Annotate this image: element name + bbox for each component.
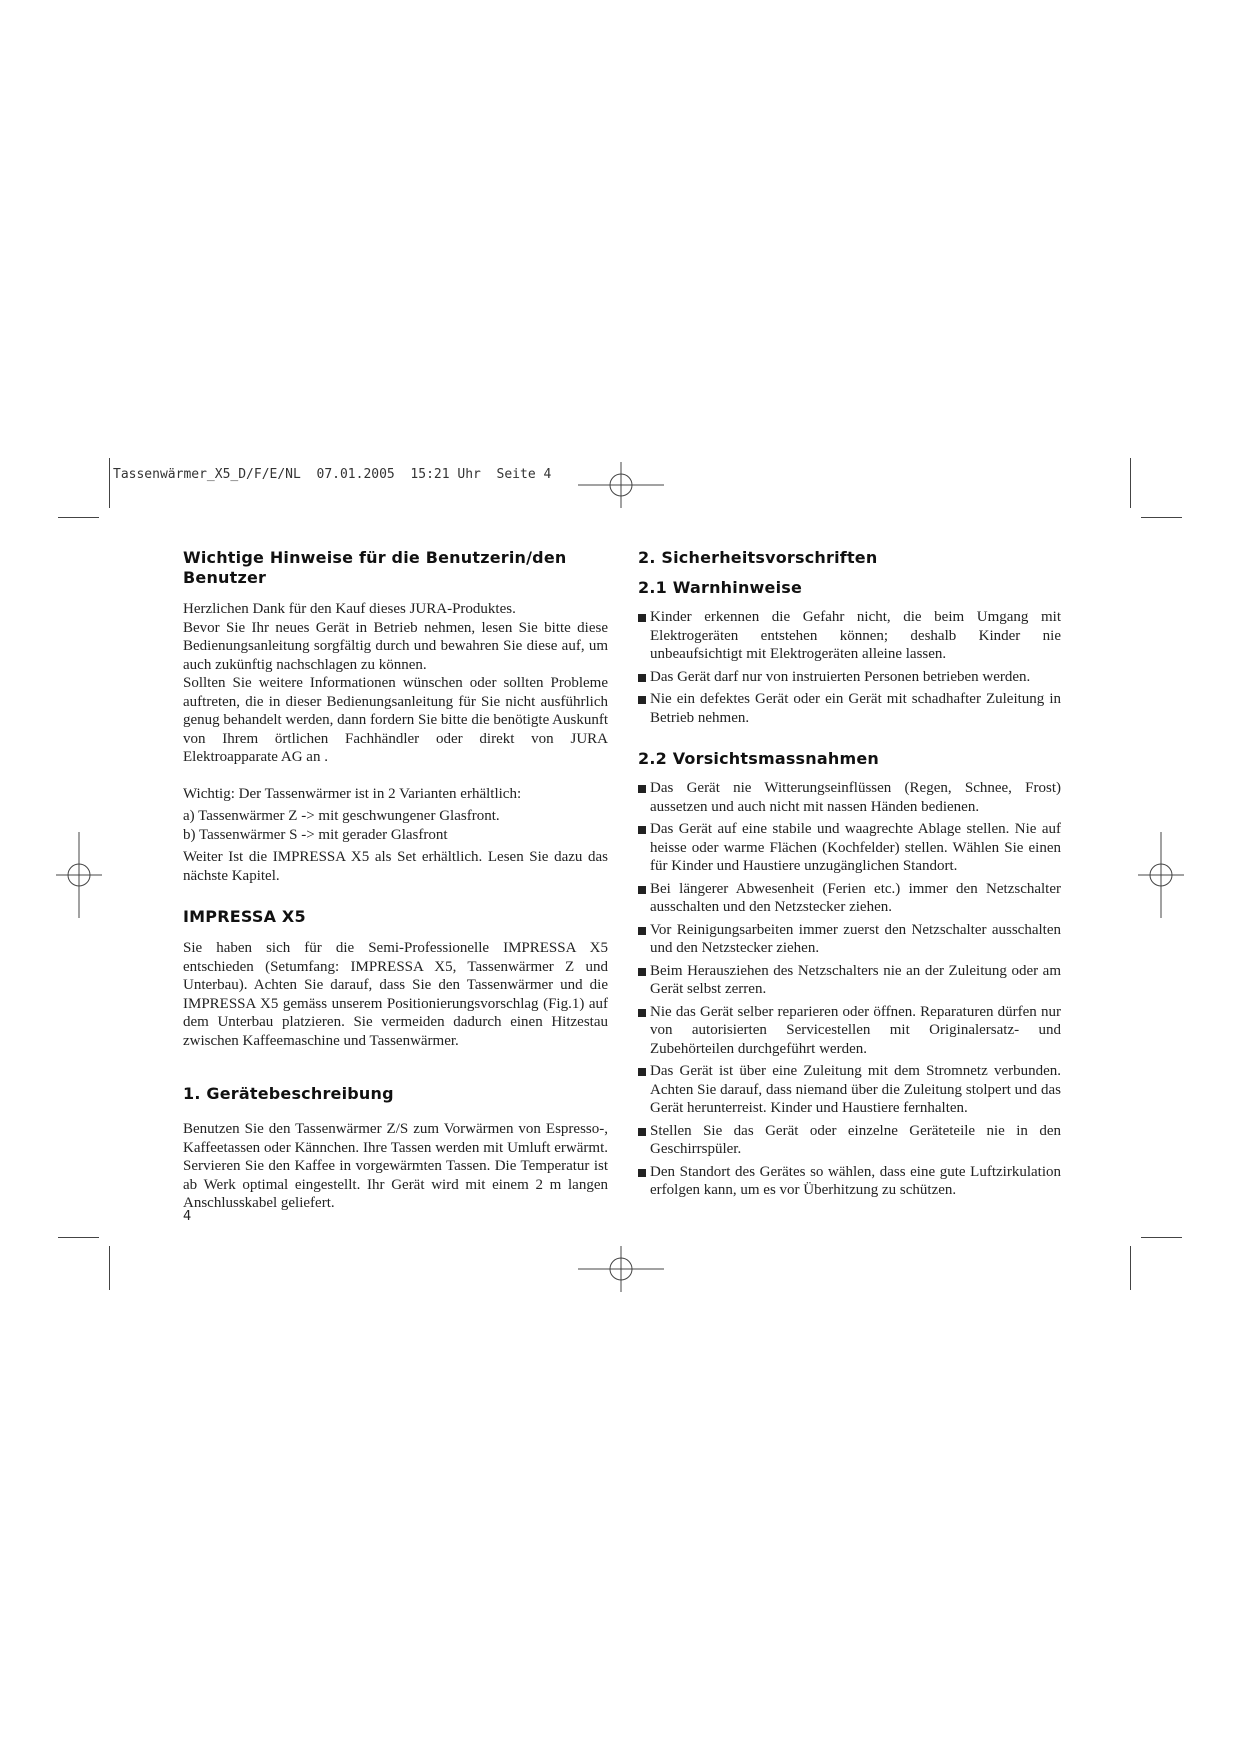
bullet-square-icon: [638, 968, 646, 976]
list-item: Nie ein defektes Gerät oder ein Gerät mit schadhafter Zuleitung in Betrieb nehmen.: [638, 690, 1061, 727]
list-item: Das Gerät auf eine stabile und waagrechte Ablage stellen. Nie auf heisse oder warme Flächen (Kochfelder) stellen. Wählen Sie einen für Kinder und Haustiere unzugänglichen Standort.: [638, 820, 1061, 876]
precautions-list: [638, 779, 1061, 1200]
registration-mark-bottom-icon: [578, 1246, 664, 1292]
bullet-square-icon: [638, 785, 646, 793]
bullet-square-icon: [638, 696, 646, 704]
bullet-square-icon: [638, 1128, 646, 1136]
bullet-square-icon: [638, 1068, 646, 1076]
list-item: Kinder erkennen die Gefahr nicht, die beim Umgang mit Elektrogeräten entstehen können; deshalb Kinder nie unbeaufsichtigt mit Elektrogeräten alleine lassen.: [638, 608, 1061, 664]
set-note: Weiter Ist die IMPRESSA X5 als Set erhältlich. Lesen Sie dazu das nächste Kapitel.: [183, 849, 608, 884]
list-item: Stellen Sie das Gerät oder einzelne Geräteteile nie in den Geschirrspüler.: [638, 1122, 1061, 1159]
right-column: [638, 548, 1061, 1204]
section1-heading: 1. Gerätebeschreibung: [183, 1084, 394, 1103]
section22-heading: 2.2 Vorsichtsmassnahmen: [638, 749, 879, 768]
bullet-square-icon: [638, 614, 646, 622]
registration-mark-right-icon: [1138, 832, 1184, 918]
list-item: Das Gerät darf nur von instruierten Personen betrieben werden.: [638, 668, 1061, 687]
bullet-square-icon: [638, 1009, 646, 1017]
impressa-heading: IMPRESSA X5: [183, 907, 306, 926]
crop-mark-bottom-right-vertical: [1130, 1246, 1131, 1290]
bullet-square-icon: [638, 927, 646, 935]
list-item: Den Standort des Gerätes so wählen, dass eine gute Luftzirkulation erfolgen kann, um es vor Überhitzung zu schützen.: [638, 1163, 1061, 1200]
intro-paragraph-more-info: Sollten Sie weitere Informationen wünschen oder sollten Probleme auftreten, die in dieser Bedienungsanleitung für Sie nicht ausführlich genug behandelt werden, dann fordern Sie bitte die benötigte Auskunft von Ihrem örtlichen Fachhändler oder direkt von JURA Elektroapparate AG an .: [183, 675, 608, 765]
list-item: Das Gerät nie Witterungseinflüssen (Regen, Schnee, Frost) aussetzen und auch nicht mit nassen Händen bedienen.: [638, 779, 1061, 816]
registration-mark-top-icon: [578, 462, 664, 508]
list-item: Das Gerät ist über eine Zuleitung mit dem Stromnetz verbunden. Achten Sie darauf, dass niemand über die Zuleitung stolpert und das Gerät herunterreist. Kinder und Haustiere fernhalten.: [638, 1062, 1061, 1118]
bullet-square-icon: [638, 886, 646, 894]
crop-mark-bottom-left-vertical: [109, 1246, 110, 1290]
list-item: Nie das Gerät selber reparieren oder öffnen. Reparaturen dürfen nur von autorisierten Servicestellen mit Originalersatz- und Zubehörteilen durchgeführt werden.: [638, 1003, 1061, 1059]
section1-text: Benutzen Sie den Tassenwärmer Z/S zum Vorwärmen von Espresso-, Kaffeetassen oder Kännchen. Ihre Tassen werden mit Umluft erwärmt. Servieren Sie den Kaffee in vorgewärmten Tassen. Die Temperatur ist ab Werk optimal eingestellt. Ihr Gerät wird mit einem 2 m langen Anschlusskabel geliefert.: [183, 1121, 608, 1211]
crop-mark-top-right-horizontal: [1141, 517, 1182, 518]
list-item: Vor Reinigungsarbeiten immer zuerst den Netzschalter ausschalten und den Netzstecker ziehen.: [638, 921, 1061, 958]
variant-a: a) Tassenwärmer Z -> mit geschwungener Glasfront.: [183, 808, 500, 824]
list-item: Beim Herausziehen des Netzschalters nie an der Zuleitung oder am Gerät selbst zerren.: [638, 962, 1061, 999]
bullet-square-icon: [638, 674, 646, 682]
crop-mark-top-left-vertical: [109, 458, 110, 508]
warnings-list: [638, 608, 1061, 727]
crop-mark-bottom-left-horizontal: [58, 1237, 99, 1238]
print-slug: Tassenwärmer_X5_D/F/E/NL 07.01.2005 15:21 Uhr Seite 4: [113, 467, 552, 482]
variant-b: b) Tassenwärmer S -> mit gerader Glasfront: [183, 826, 448, 843]
section2-heading: 2. Sicherheitsvorschriften: [638, 548, 878, 567]
registration-mark-left-icon: [56, 832, 102, 918]
bullet-square-icon: [638, 1169, 646, 1177]
intro-heading: Wichtige Hinweise für die Benutzerin/den Benutzer: [183, 548, 567, 587]
left-column: [183, 548, 608, 1213]
variants-intro: Wichtig: Der Tassenwärmer ist in 2 Varianten erhältlich:: [183, 785, 522, 802]
crop-mark-top-right-vertical: [1130, 458, 1131, 508]
section21-heading: 2.1 Warnhinweise: [638, 578, 803, 597]
intro-paragraph-thanks: Herzlichen Dank für den Kauf dieses JURA-Produktes.: [183, 601, 516, 617]
page-number: 4: [183, 1209, 192, 1224]
intro-paragraph-before-use: Bevor Sie Ihr neues Gerät in Betrieb nehmen, lesen Sie bitte diese Bedienungsanleitung sorgfältig durch und bewahren Sie diese auf, um auch zukünftig nachschlagen zu können.: [183, 619, 608, 673]
crop-mark-top-left-horizontal: [58, 517, 99, 518]
crop-mark-bottom-right-horizontal: [1141, 1237, 1182, 1238]
impressa-text: Sie haben sich für die Semi-Professionelle IMPRESSA X5 entschieden (Setumfang: IMPRESSA X5, Tassenwärmer Z und Unterbau). Achten Sie darauf, dass Sie den Tassenwärmer und die IMPRESSA X5 gemäss unserem Positionierungsvorschlag (Fig.1) auf dem Unterbau platzieren. Sie vermeiden dadurch einen Hitzestau zwischen Kaffeemaschine und Tassenwärmer.: [183, 940, 608, 1049]
bullet-square-icon: [638, 826, 646, 834]
list-item: Bei längerer Abwesenheit (Ferien etc.) immer den Netzschalter ausschalten und den Netzstecker ziehen.: [638, 880, 1061, 917]
